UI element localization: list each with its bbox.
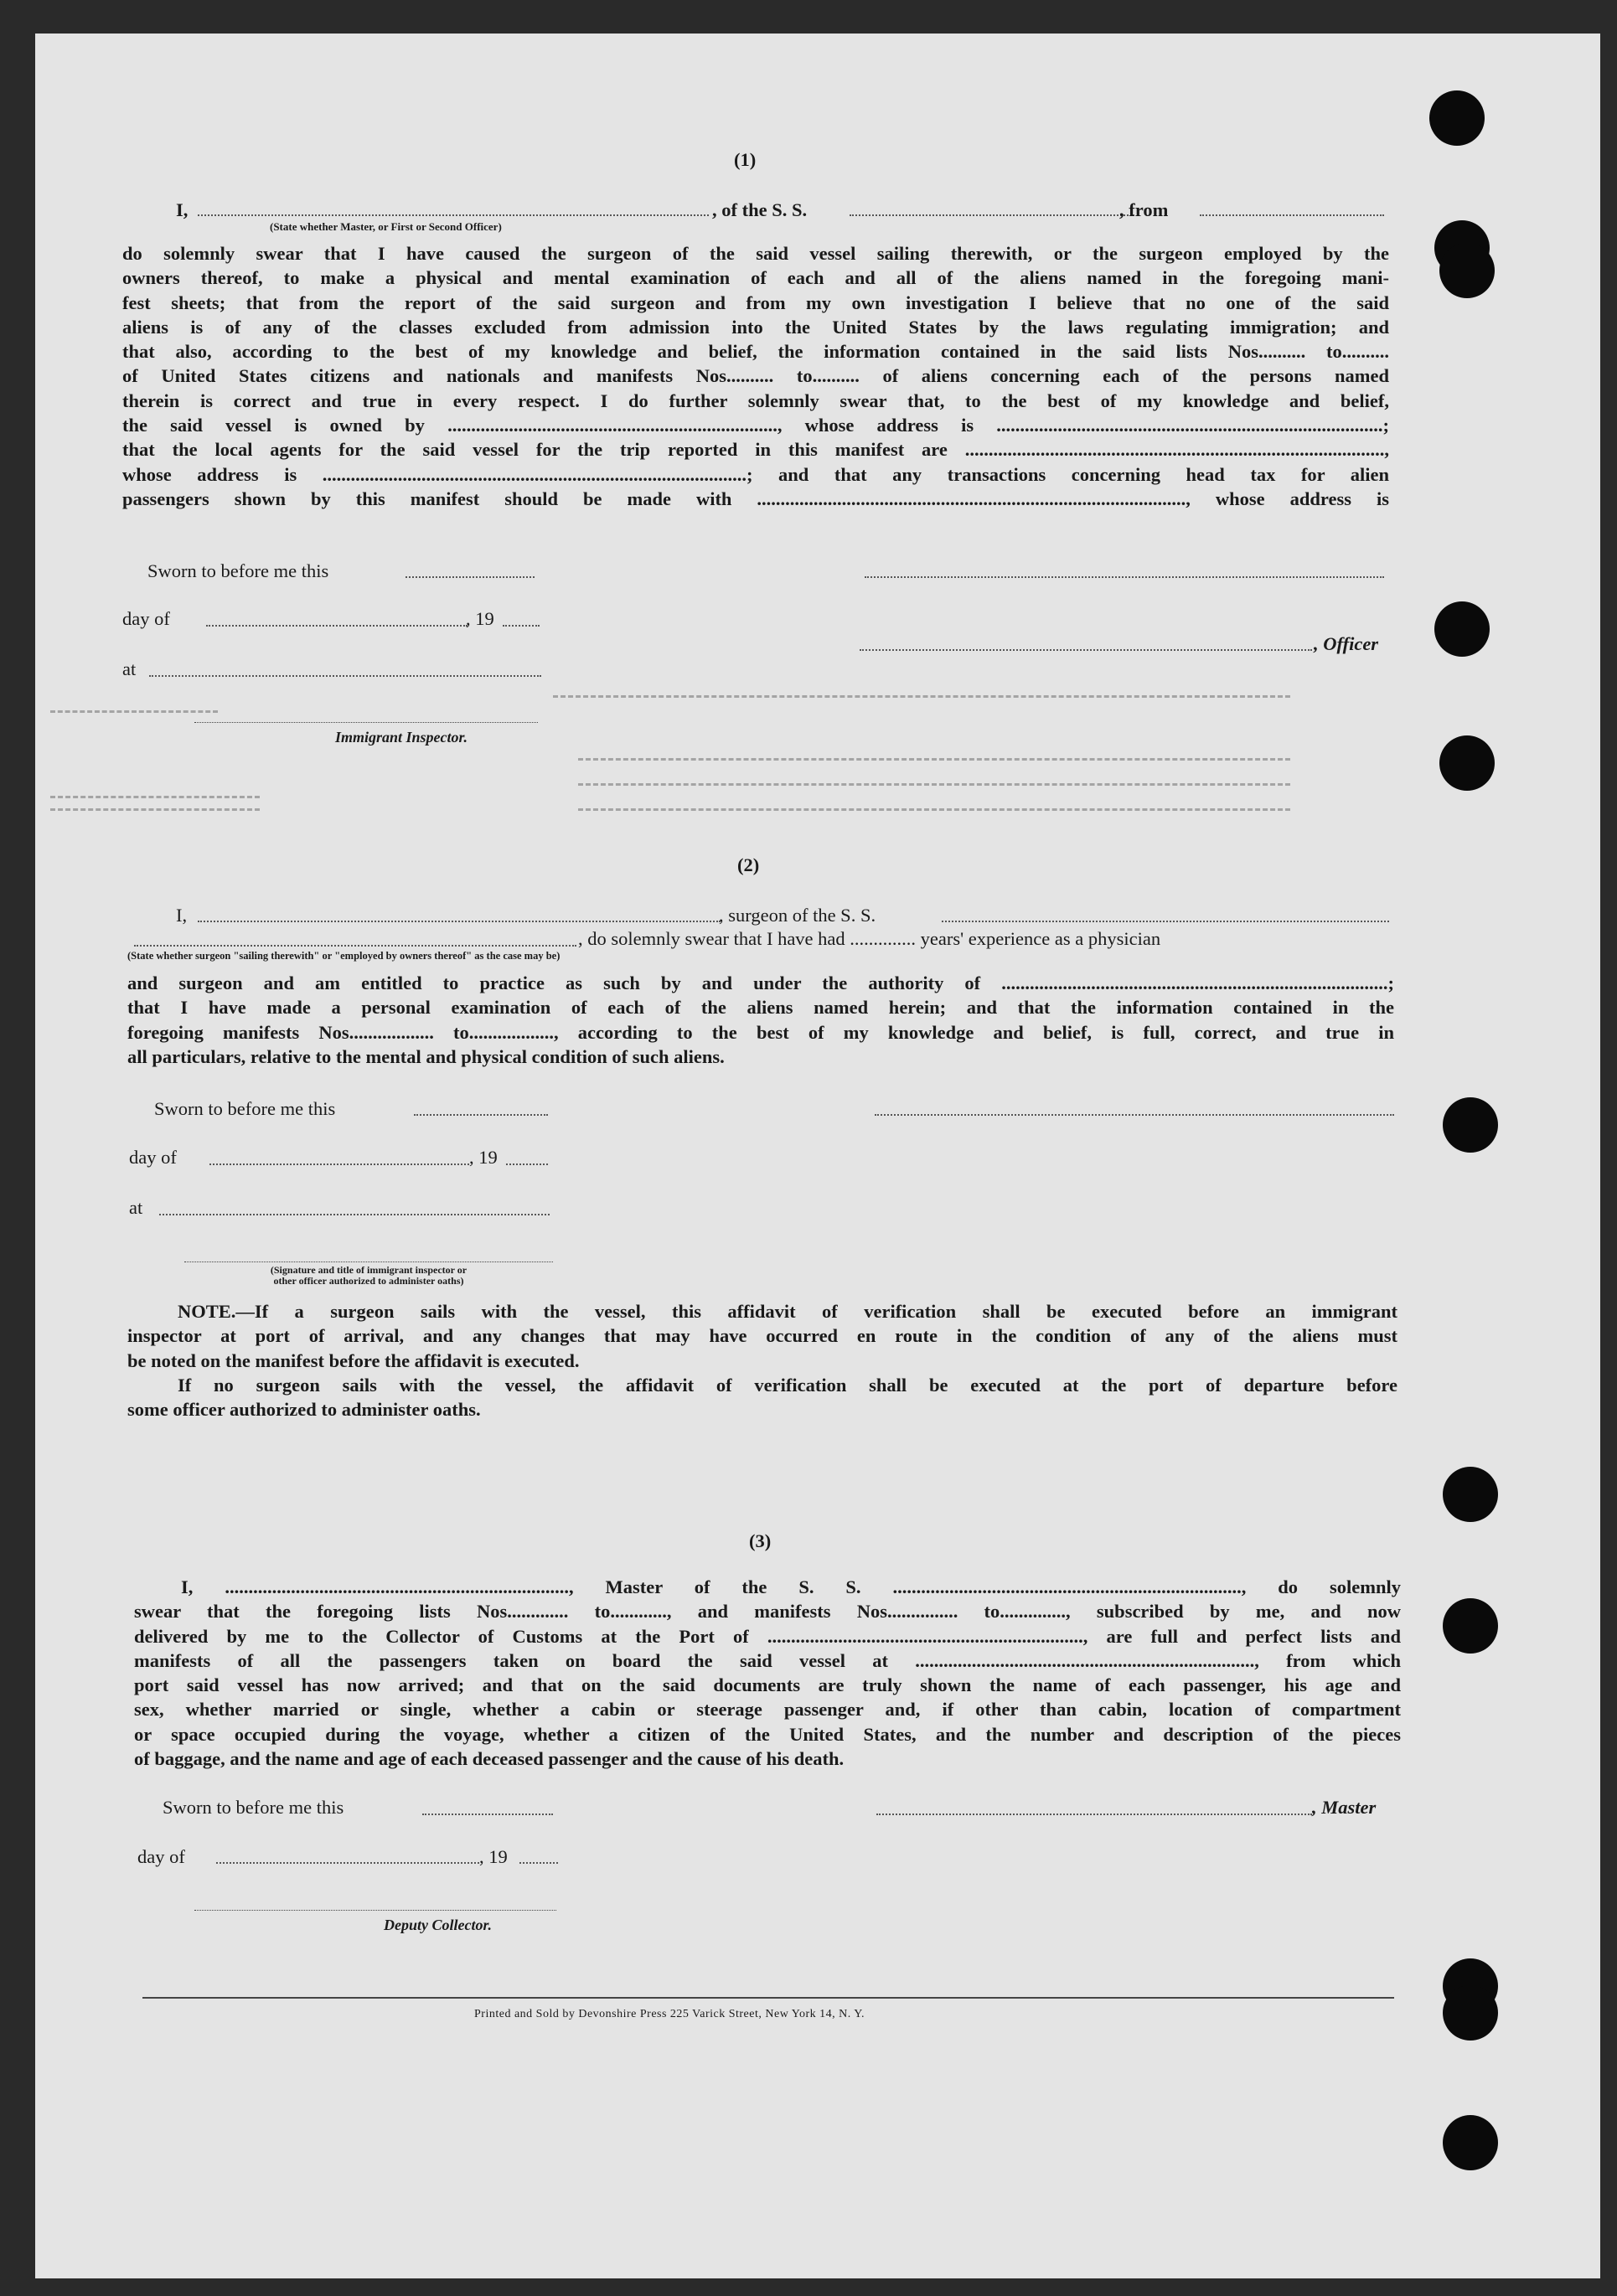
blank-line [209, 1163, 469, 1165]
ship-label: , of the S. S. [712, 199, 808, 220]
blank-line [503, 625, 540, 627]
bleed-through-mark [50, 796, 260, 798]
master-signature-line [876, 1814, 1312, 1815]
section-heading-2: (2) [737, 854, 760, 875]
deputy-signature-line [194, 1910, 556, 1911]
text-line: and surgeon and am entitled to practice as such by and under the authority of ..................................................................................; [127, 973, 1394, 993]
text-line: manifests of all the passengers taken on board the said vessel at ........................................................................, from which [134, 1649, 1401, 1671]
text-line: I, ........................................................................., Master of the S. S. .........................................................................., do solemnly [181, 1576, 1401, 1597]
text-line: passengers shown by this manifest should be made with ..........................................................................................., whose address is [122, 488, 1389, 509]
officer-signature-line [860, 649, 1312, 651]
affidavit-paragraph-1 [122, 241, 1389, 511]
inspector-label: Immigrant Inspector. [335, 729, 468, 746]
master-label: , Master [1312, 1797, 1377, 1818]
note-label: NOTE. [178, 1301, 236, 1322]
bleed-through-mark [50, 808, 260, 811]
sworn-label: Sworn to before me this [154, 1098, 336, 1119]
blank-line [422, 1814, 553, 1815]
punch-hole [1443, 1097, 1498, 1153]
text-line: that the local agents for the said vessel for the trip reported in this manifest are ........................................................................................., [122, 439, 1389, 461]
note-paragraph [127, 1299, 1397, 1421]
blank-line [519, 1862, 558, 1864]
blank-line [865, 576, 1384, 578]
punch-hole [1439, 243, 1495, 298]
text-line: port said vessel has now arrived; and that on the said documents are truly shown the name of each passenger, his age and [134, 1674, 1401, 1696]
blank-line [216, 1862, 479, 1864]
affidavit-paragraph-2 [127, 971, 1394, 1069]
punch-hole [1443, 1598, 1498, 1654]
blank-line [149, 675, 541, 677]
day-of-label: day of [122, 608, 170, 629]
note-first-line [127, 1299, 1397, 1323]
text-line: be noted on the manifest before the affidavit is executed. [127, 1349, 580, 1371]
text-line: —If a surgeon sails with the vessel, this affidavit of verification shall be executed before an immigrant [235, 1301, 1397, 1322]
punch-hole [1443, 1467, 1498, 1522]
blank-line [134, 945, 576, 947]
text-line: delivered by me to the Collector of Customs at the Port of ..................................................................., are full and perfect lists and [134, 1625, 1401, 1647]
text-line: If no surgeon sails with the vessel, the affidavit of verification shall be executed at the port of departure before [178, 1374, 1397, 1396]
blank-line [1200, 214, 1384, 216]
printer-imprint: Printed and Sold by Devonshire Press 225 Varick Street, New York 14, N. Y. [474, 2008, 865, 2020]
text-line: sex, whether married or single, whether a cabin or steerage passenger and, if other than cabin, location of compartment [134, 1699, 1401, 1721]
blank-line [206, 625, 468, 627]
bleed-through-mark [578, 758, 1290, 761]
year-label: , 19 [466, 608, 494, 629]
text-line: that also, according to the best of my knowledge and belief, the information contained in the said lists Nos.......... to.......... [122, 341, 1389, 363]
signature-note: (Signature and title of immigrant inspector or [270, 1264, 468, 1276]
bleed-through-mark [50, 710, 218, 713]
blank-line [506, 1163, 548, 1165]
deputy-label: Deputy Collector. [384, 1917, 492, 1933]
text-line: or space occupied during the voyage, whether a citizen of the United States, and the number and description of the pieces [134, 1723, 1401, 1745]
affiant-label: I, [176, 905, 188, 926]
affiant-label: I, [176, 199, 189, 220]
blank-line [159, 1214, 550, 1215]
blank-line [875, 1114, 1394, 1116]
text-line: all particulars, relative to the mental and physical condition of such aliens. [127, 1045, 725, 1067]
section-heading-3: (3) [749, 1530, 772, 1551]
text-line: aliens is of any of the classes excluded from admission into the United States by the laws regulating immigration; and [122, 316, 1389, 338]
text-line: therein is correct and true in every respect. I do further solemnly swear that, to the best of my knowledge and belief, [122, 390, 1389, 411]
sworn-label: Sworn to before me this [163, 1797, 344, 1818]
officer-rank-note: (State whether Master, or First or Second Officer) [270, 220, 502, 233]
bleed-through-mark [578, 783, 1290, 786]
text-line: inspector at port of arrival, and any changes that may have occurred en route in the condition of any of the aliens must [127, 1325, 1397, 1347]
blank-line [942, 921, 1389, 922]
text-line: of baggage, and the name and age of each deceased passenger and the cause of his death. [134, 1748, 845, 1770]
blank-line [198, 214, 709, 216]
experience-line: , do solemnly swear that I have had .............. years' experience as a physician [578, 928, 1161, 949]
punch-hole [1443, 1985, 1498, 2041]
text-line: foregoing manifests Nos.................. to.................., according to the best of my knowledge and belief, is full, correct, and true in [127, 1021, 1394, 1043]
text-line: fest sheets; that from the report of the said surgeon and from my own investigation I believe that no one of the said [122, 292, 1389, 313]
day-of-label: day of [137, 1846, 185, 1867]
text-line: owners thereof, to make a physical and mental examination of each and all of the aliens named in the foregoing mani- [122, 267, 1389, 289]
blank-line [406, 576, 535, 578]
punch-hole [1434, 601, 1490, 657]
sworn-label: Sworn to before me this [147, 560, 329, 581]
affidavit-paragraph-3 [134, 1575, 1401, 1771]
punch-hole [1429, 90, 1485, 146]
at-label: at [129, 1197, 143, 1218]
bleed-through-mark [553, 695, 1290, 698]
punch-hole [1439, 735, 1495, 791]
text-line: that I have made a personal examination of each of the aliens named herein; and that the information contained in the [127, 997, 1394, 1019]
inspector-signature-line [194, 722, 538, 723]
blank-line [414, 1114, 548, 1116]
at-label: at [122, 658, 137, 679]
punch-hole [1443, 2115, 1498, 2170]
text-line: do solemnly swear that I have caused the surgeon of the said vessel sailing therewith, or the surgeon employed by the [122, 243, 1389, 264]
year-label: , 19 [469, 1147, 498, 1168]
from-label: , from [1119, 199, 1169, 220]
text-line: of United States citizens and nationals and manifests Nos.......... to.......... of aliens concerning each of the persons named [122, 365, 1389, 387]
blank-line [198, 921, 721, 922]
text-line: swear that the foregoing lists Nos............. to............, and manifests Nos............... to.............., subscribed by me, and now [134, 1601, 1401, 1623]
blank-line [850, 214, 1134, 216]
year-label: , 19 [479, 1846, 508, 1867]
surgeon-status-note: (State whether surgeon "sailing therewith" or "employed by owners thereof" as the case may be) [127, 950, 561, 962]
text-line: whose address is ..........................................................................................; and that any transactions concerning head tax for alien [122, 463, 1389, 485]
officer-label: , Officer [1314, 633, 1379, 654]
day-of-label: day of [129, 1147, 177, 1168]
text-line: the said vessel is owned by ......................................................................, whose address is ..................................................................................; [122, 415, 1389, 436]
text-line: some officer authorized to administer oaths. [127, 1399, 481, 1421]
surgeon-label: , surgeon of the S. S. [719, 905, 876, 926]
bleed-through-mark [578, 808, 1290, 811]
section-heading-1: (1) [734, 149, 757, 170]
signature-note: other officer authorized to administer oaths) [273, 1275, 464, 1287]
footer-rule [142, 1997, 1394, 1999]
